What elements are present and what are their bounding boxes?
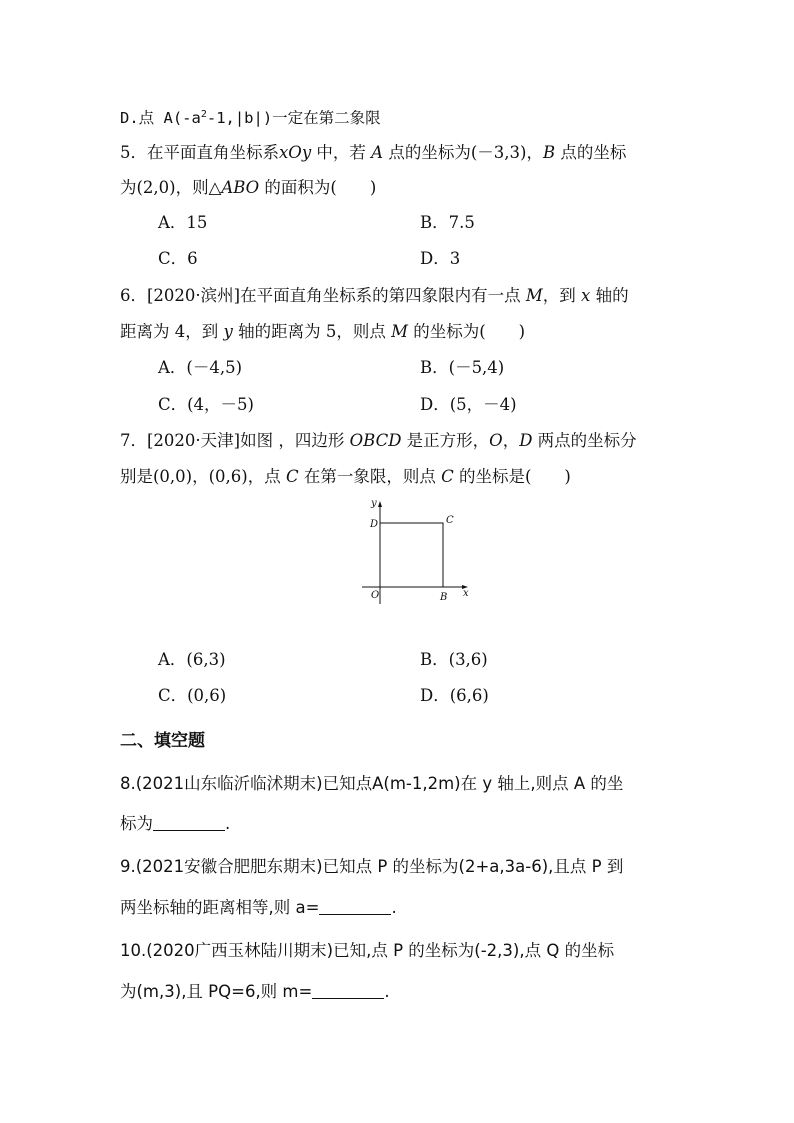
q9-line1: 9.(2021安徽合肥肥东期末)已知点 P 的坐标为(2+a,3a-6),且点 P 到: [120, 857, 624, 876]
label-c: C: [446, 515, 454, 526]
q6-option-b[interactable]: B．(－5,4): [420, 358, 505, 377]
q10-line1: 10.(2020广西玉林陆川期末)已知,点 P 的坐标为(-2,3),点 Q 的坐标: [120, 941, 615, 960]
q7-option-a[interactable]: A．(6,3): [158, 650, 226, 669]
q4-option-d: D.点 $A(-a^2-1,|b|)$一定在第二象限: [120, 109, 381, 127]
square-obcd: [380, 523, 443, 587]
q6-stem-line1: 6．[2020·滨州]在平面直角坐标系的第四象限内有一点 M，到 x 轴的: [120, 286, 629, 305]
q5-option-c[interactable]: C．6: [158, 249, 198, 268]
q6-option-a[interactable]: A．(－4,5): [158, 358, 243, 377]
q5-stem-line1: 5．在平面直角坐标系xOy 中，若 A 点的坐标为(－3,3)，B 点的坐标: [120, 143, 627, 162]
q6-option-d[interactable]: D．(5，－4): [420, 395, 517, 414]
q10-answer-blank[interactable]: [312, 982, 384, 999]
q8-answer-blank[interactable]: [153, 814, 225, 831]
y-axis-arrow-icon: [378, 501, 382, 507]
square-coordinate-figure: [356, 496, 476, 608]
q10-line2: 为(m,3),且 PQ=6,则 m= .: [120, 982, 390, 1001]
q8-line1: 8.(2021山东临沂临沭期末)已知点A(m-1,2m)在 y 轴上,则点 A 的坐: [120, 774, 624, 793]
q9-answer-blank[interactable]: [319, 898, 391, 915]
q7-option-d[interactable]: D．(6,6): [420, 686, 489, 705]
section-title-fill-blank: 二、填空题: [120, 731, 205, 751]
q5-option-d[interactable]: D．3: [420, 249, 461, 268]
q7-stem-line1: 7．[2020·天津]如图 ，四边形 OBCD 是正方形，O，D 两点的坐标分: [120, 431, 637, 450]
q6-stem-line2: 距离为 4，到 y 轴的距离为 5，则点 M 的坐标为( ): [120, 322, 526, 341]
q9-line2: 两坐标轴的距离相等,则 a= .: [120, 898, 397, 917]
label-o: O: [371, 590, 380, 601]
q5-option-b[interactable]: B．7.5: [420, 213, 475, 232]
label-x: x: [463, 588, 469, 599]
q5-option-a[interactable]: A．15: [158, 213, 208, 232]
q8-line2: 标为 .: [120, 814, 231, 833]
label-d: D: [370, 519, 379, 530]
q7-option-c[interactable]: C．(0,6): [158, 686, 227, 705]
q7-option-b[interactable]: B．(3,6): [420, 650, 488, 669]
q5-stem-line2: 为(2,0)，则△ABO 的面积为( ): [120, 178, 377, 197]
label-y: y: [371, 498, 377, 509]
q7-stem-line2: 别是(0,0)，(0,6)，点 C 在第一象限，则点 C 的坐标是( ): [120, 467, 571, 486]
q6-option-c[interactable]: C．(4，－5): [158, 395, 254, 414]
label-b: B: [440, 592, 448, 603]
